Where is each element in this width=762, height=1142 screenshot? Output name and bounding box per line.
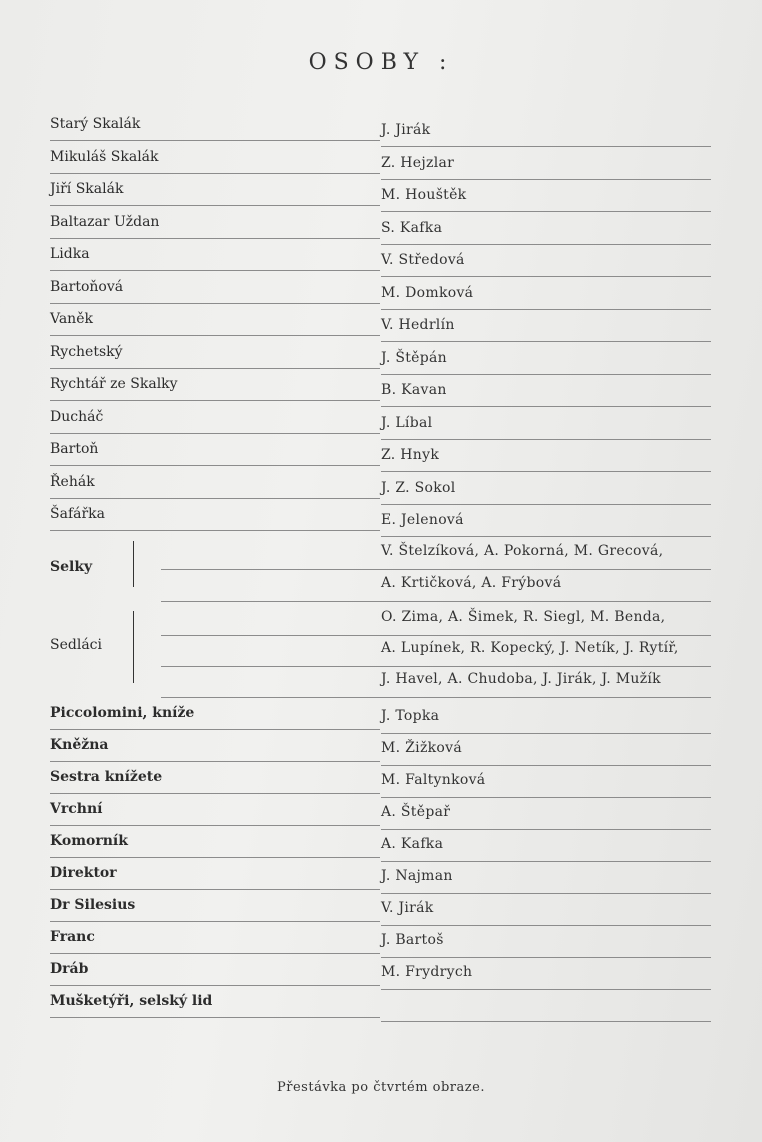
actor-name: A. Štěpař — [381, 803, 451, 820]
rule-line — [381, 309, 711, 310]
role-name: Franc — [50, 928, 95, 945]
rule-line — [381, 341, 711, 342]
rule-line — [50, 465, 380, 466]
rule-line — [381, 1021, 711, 1022]
actor-name: M. Faltynková — [381, 771, 486, 788]
rule-line — [161, 666, 711, 667]
actor-name: Z. Hejzlar — [381, 154, 455, 171]
role-name: Vrchní — [50, 800, 103, 817]
actor-name: J. Topka — [381, 707, 440, 724]
rule-line — [50, 498, 380, 499]
rule-line — [381, 244, 711, 245]
actor-name: M. Domková — [381, 284, 474, 301]
rule-line — [161, 697, 711, 698]
actor-name: J. Jirák — [381, 122, 431, 138]
actor-name: J. Líbal — [381, 414, 433, 431]
brace — [133, 541, 144, 587]
rule-line — [50, 1017, 380, 1018]
rule-line — [50, 368, 380, 369]
rule-line — [381, 989, 711, 990]
rule-line — [381, 925, 711, 926]
role-name: Šafářka — [50, 506, 105, 522]
rule-line — [50, 825, 380, 826]
rule-line — [50, 433, 380, 434]
rule-line — [50, 140, 380, 141]
role-name: Kněžna — [50, 736, 109, 753]
page-title: OSOBY : — [308, 50, 454, 75]
role-name: Mikuláš Skalák — [50, 148, 159, 165]
rule-line — [381, 504, 711, 505]
role-name: Jiří Skalák — [50, 181, 124, 197]
actor-name: J. Havel, A. Chudoba, J. Jirák, J. Mužík — [381, 670, 661, 687]
rule-line — [161, 569, 711, 570]
role-name: Lidka — [50, 246, 90, 262]
rule-line — [381, 276, 711, 277]
role-name: Direktor — [50, 864, 117, 881]
actor-name: V. Středová — [381, 252, 465, 268]
actor-name: M. Žižková — [381, 739, 462, 756]
rule-line — [50, 530, 380, 531]
role-name: Piccolomini, kníže — [50, 704, 195, 721]
actor-name: V. Hedrlín — [381, 317, 455, 333]
role-name: Baltazar Uždan — [50, 213, 160, 230]
actor-name: J. Štěpán — [381, 349, 447, 366]
role-name: Vaněk — [50, 311, 93, 327]
rule-line — [381, 471, 711, 472]
rule-line — [50, 985, 380, 986]
rule-line — [50, 953, 380, 954]
rule-line — [381, 765, 711, 766]
rule-line — [381, 179, 711, 180]
rule-line — [161, 635, 711, 636]
rule-line — [50, 889, 380, 890]
actor-name: S. Kafka — [381, 219, 443, 236]
actor-name: A. Lupínek, R. Kopecký, J. Netík, J. Rytíř, — [381, 639, 679, 656]
role-name: Starý Skalák — [50, 116, 141, 132]
rule-line — [50, 303, 380, 304]
rule-line — [50, 729, 380, 730]
actor-name: B. Kavan — [381, 382, 447, 398]
actor-name: A. Kafka — [381, 835, 444, 852]
rule-line — [381, 797, 711, 798]
role-name: Bartoňová — [50, 278, 124, 295]
rule-line — [381, 829, 711, 830]
rule-line — [381, 893, 711, 894]
rule-line — [381, 733, 711, 734]
role-name: Ducháč — [50, 408, 104, 425]
role-name: Sedláci — [50, 636, 102, 653]
rule-line — [50, 857, 380, 858]
role-name: Komorník — [50, 832, 128, 849]
rule-line — [381, 439, 711, 440]
rule-line — [381, 406, 711, 407]
rule-line — [381, 957, 711, 958]
rule-line — [50, 335, 380, 336]
rule-line — [381, 861, 711, 862]
actor-name: M. Frydrych — [381, 963, 473, 980]
rule-line — [50, 400, 380, 401]
role-name: Dráb — [50, 960, 89, 977]
role-name: Řehák — [50, 473, 95, 490]
actor-name: V. Jirák — [381, 899, 434, 916]
rule-line — [50, 238, 380, 239]
intermission-note: Přestávka po čtvrtém obraze. — [277, 1080, 485, 1095]
actor-name: O. Zima, A. Šimek, R. Siegl, M. Benda, — [381, 608, 666, 625]
role-name: Sestra knížete — [50, 768, 163, 785]
actor-name: M. Houštěk — [381, 187, 467, 203]
actor-name: E. Jelenová — [381, 512, 464, 528]
rule-line — [381, 211, 711, 212]
brace — [133, 611, 144, 683]
role-name: Dr Silesius — [50, 896, 136, 913]
role-name: Rychetský — [50, 343, 123, 360]
actor-name: J. Z. Sokol — [381, 479, 456, 496]
role-name: Bartoň — [50, 441, 99, 457]
rule-line — [50, 793, 380, 794]
rule-line — [50, 921, 380, 922]
rule-line — [161, 601, 711, 602]
rule-line — [50, 270, 380, 271]
actor-name: J. Najman — [381, 867, 453, 884]
rule-line — [381, 374, 711, 375]
rule-line — [50, 173, 380, 174]
rule-line — [50, 761, 380, 762]
role-name: Mušketýři, selský lid — [50, 992, 213, 1009]
rule-line — [381, 536, 711, 537]
actor-name: Z. Hnyk — [381, 447, 440, 463]
actor-name: J. Bartoš — [381, 931, 444, 948]
role-name: Selky — [50, 558, 93, 575]
actor-name: A. Krtičková, A. Frýbová — [381, 574, 562, 591]
actor-name: V. Štelzíková, A. Pokorná, M. Grecová, — [381, 542, 664, 559]
role-name: Rychtář ze Skalky — [50, 376, 178, 392]
rule-line — [381, 146, 711, 147]
rule-line — [50, 205, 380, 206]
